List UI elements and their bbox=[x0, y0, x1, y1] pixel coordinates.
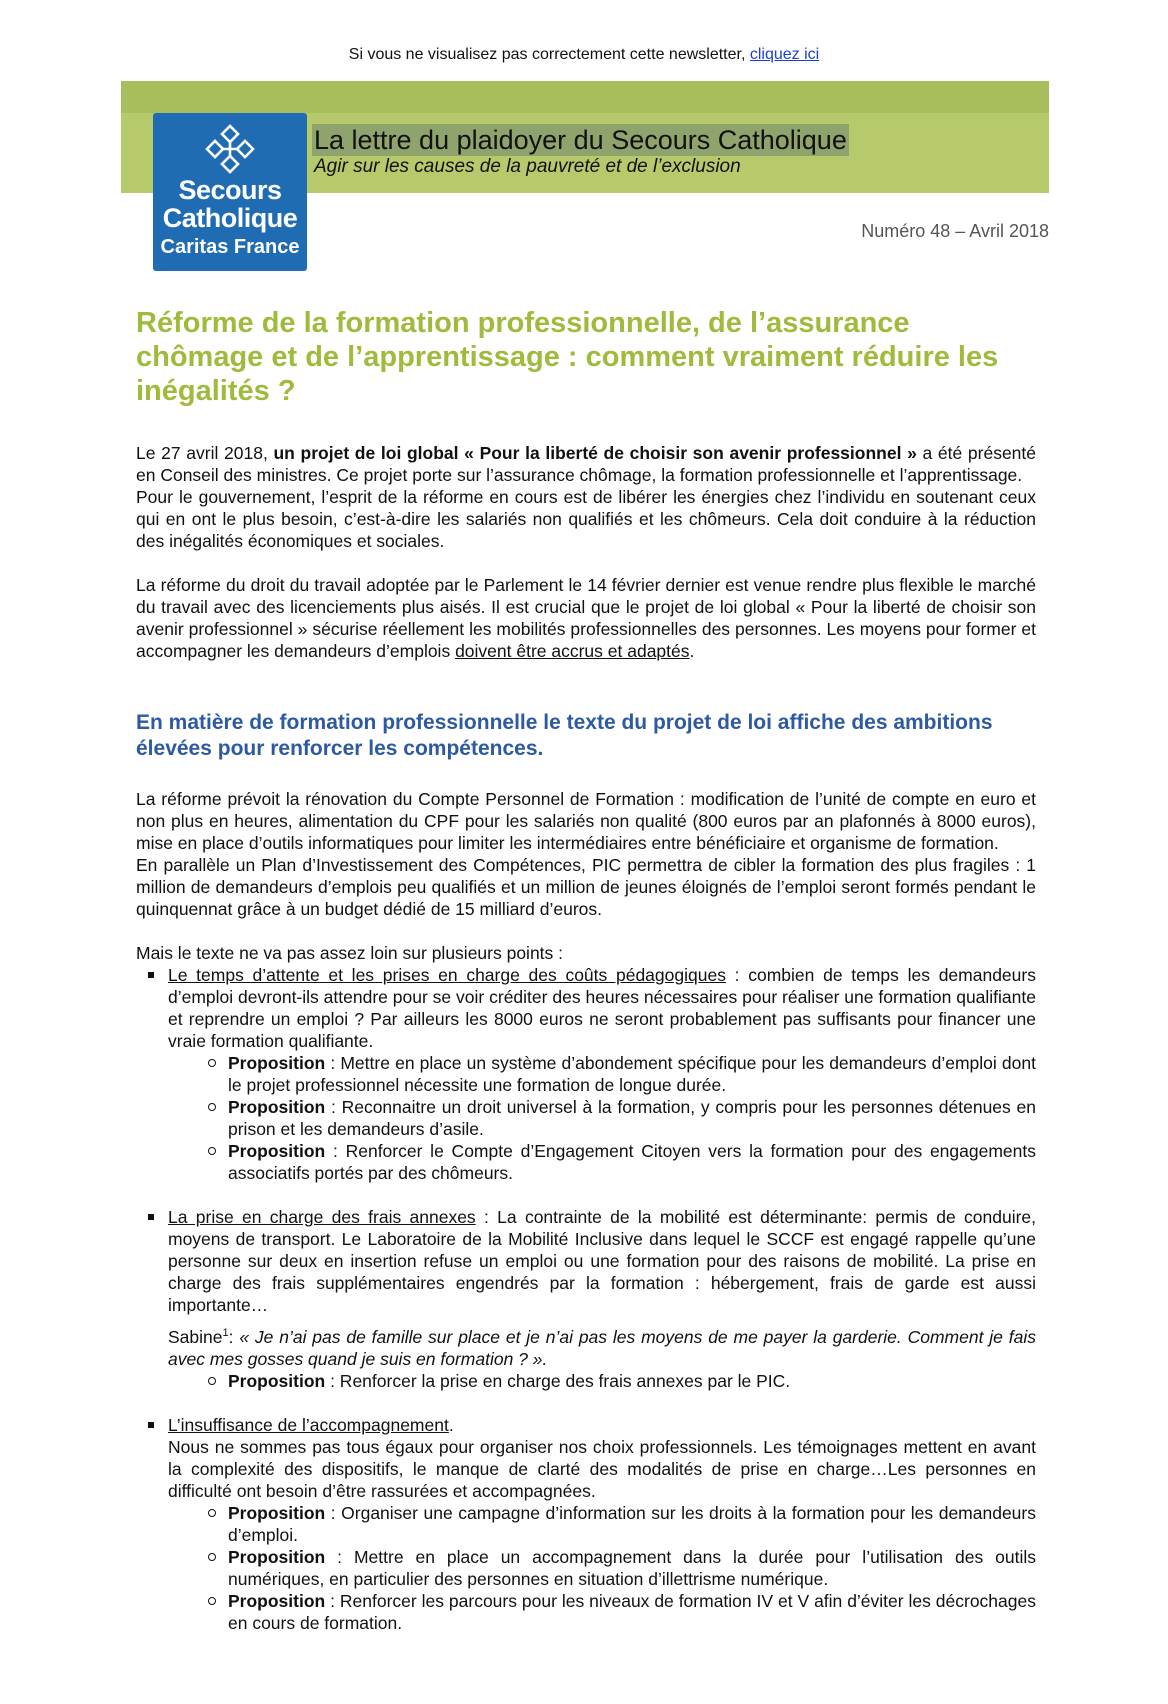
issue-extra-3: Nous ne sommes pas tous égaux pour organiser nos choix professionnels. Les témoignages mettent en avant la complexité des dispositifs, le manque de clarté des modalités de prise en charge…Les personnes en difficulté ont besoin d’être rassurées et accompagnées. bbox=[168, 1436, 1036, 1501]
section-paragraph-3: Mais le texte ne va pas assez loin sur plusieurs points : bbox=[136, 943, 564, 963]
issue-number: Numéro 48 – Avril 2018 bbox=[861, 221, 1049, 241]
newsletter-title: La lettre du plaidoyer du Secours Catholique bbox=[314, 125, 847, 155]
issue-text-1: : combien de temps les demandeurs d’emploi devront-ils attendre pour se voir créditer des heures nécessaires pour réaliser une formation qualifiante et reprendre un emploi ? Par ailleurs les 8000 euros ne seront probablement pas suffisants pour financer une vraie formation qualifiante. bbox=[168, 965, 1036, 1051]
proposal-text: : Renforcer les parcours pour les niveaux de formation IV et V afin d’éviter les décrochages en cours de formation. bbox=[228, 1590, 1036, 1633]
proposal-label: Proposition bbox=[228, 1097, 326, 1117]
intro-p1-start: Le 27 avril 2018, bbox=[136, 443, 274, 463]
quote-text: « Je n’ai pas de famille sur place et je n’ai pas les moyens de me payer la garderie. Comment je fais avec mes gosses quand je suis en formation ? ». bbox=[168, 1326, 1036, 1369]
proposal-item bbox=[168, 1140, 1036, 1184]
issue-heading-1: Le temps d’attente et les prises en charge des coûts pédagogiques bbox=[168, 965, 726, 985]
proposal-label: Proposition bbox=[228, 1502, 326, 1523]
issue-item-3 bbox=[136, 1414, 1036, 1634]
article-headline: Réforme de la formation professionnelle, de l’assurance chômage et de l’apprentissage : comment vraiment réduire les inégalités ? bbox=[136, 307, 999, 407]
proposal-text: : Renforcer le Compte d’Engagement Citoyen vers la formation pour des engagements associatifs portés par des chômeurs. bbox=[228, 1141, 1036, 1183]
proposal-text: : Mettre en place un accompagnement dans la durée pour l’utilisation des outils numériques, en particulier des personnes en situation d’illettrisme numérique. bbox=[228, 1546, 1036, 1589]
intro-paragraph-2: Pour le gouvernement, l’esprit de la réforme en cours est de libérer les énergies chez l’individu en soutenant ceux qui en ont le plus besoin, c’est-à-dire les salariés non qualifiés et les chômeurs. Cela doit conduire à la réduction des inégalités économiques et sociales. bbox=[136, 487, 1036, 551]
view-online-link[interactable]: cliquez ici bbox=[749, 46, 820, 63]
intro-paragraph-1 bbox=[136, 442, 1036, 486]
logo-line-1: Secours bbox=[178, 175, 282, 205]
issue-heading-2: La prise en charge des frais annexes bbox=[168, 1207, 476, 1227]
proposal-list-3 bbox=[168, 1502, 1036, 1634]
proposal-text: : Reconnaitre un droit universel à la formation, y compris pour les personnes détenues en prison et les demandeurs d’asile. bbox=[228, 1097, 1036, 1139]
issue-text-2: : La contrainte de la mobilité est déterminante: permis de conduire, moyens de transport. Le Laboratoire de la Mobilité Inclusive dans lequel le SCCF est engagé rappelle qu’une personne sur deux en insertion refuse un emploi ou une formation pour des raisons de mobilité. La prise en charge des frais supplémentaires engendrés par la formation : hébergement, frais de garde est aussi importante… bbox=[168, 1207, 1036, 1315]
issue-text-3: . bbox=[448, 1414, 454, 1435]
intro-paragraph-3 bbox=[136, 574, 1036, 662]
issue-item-1 bbox=[136, 964, 1036, 1184]
logo-line-2: Catholique bbox=[162, 203, 298, 233]
preheader-text: Si vous ne visualisez pas correctement cette newsletter, bbox=[348, 46, 746, 63]
proposal-label: Proposition bbox=[228, 1370, 326, 1391]
issue-list bbox=[136, 964, 1036, 1634]
quote-author: Sabine bbox=[168, 1326, 223, 1347]
intro-p3-link[interactable]: doivent être accrus et adaptés bbox=[455, 641, 690, 661]
header-band-top bbox=[121, 81, 1049, 113]
proposal-item bbox=[168, 1590, 1036, 1634]
proposal-text: : Mettre en place un système d’abondement spécifique pour les demandeurs d’emploi dont le projet professionnel nécessite une formation de longue durée. bbox=[228, 1053, 1036, 1095]
intro-p1-end: a été présenté en Conseil des ministres. Ce projet porte sur l’assurance chômage, la formation professionnelle et l’apprentissage. bbox=[136, 443, 1037, 485]
logo-line-3: Caritas France bbox=[160, 236, 300, 258]
section-paragraph-1: La réforme prévoit la rénovation du Compte Personnel de Formation : modification de l’unité de compte en euro et non plus en heures, alimentation du CPF pour les salariés non qualité (800 euros par an plafonnés à 8000 euros), mise en place d’outils informatiques pour limiter les intermédiaires entre bénéficiaire et organisme de formation. bbox=[136, 789, 1036, 853]
intro-p3-end: . bbox=[689, 641, 695, 661]
proposal-label: Proposition bbox=[228, 1141, 326, 1161]
proposal-list-2 bbox=[168, 1370, 1036, 1392]
intro-p1-bold: un projet de loi global « Pour la liberté de choisir son avenir professionnel » bbox=[273, 443, 917, 463]
secours-catholique-logo[interactable] bbox=[153, 113, 307, 271]
testimony-quote: Sabine$^1$: « Je n’ai pas de famille sur place et je n’ai pas les moyens de me payer la garderie. Comment je fais avec mes gosses quand je suis en formation ? ». bbox=[168, 1326, 1036, 1369]
proposal-label: Proposition bbox=[228, 1546, 326, 1567]
proposal-item bbox=[168, 1370, 1036, 1392]
intro-section bbox=[136, 442, 1036, 662]
proposal-item bbox=[168, 1096, 1036, 1140]
proposal-text: : Organiser une campagne d’information sur les droits à la formation pour les demandeurs d’emploi. bbox=[228, 1502, 1036, 1545]
proposal-list-1 bbox=[168, 1052, 1036, 1184]
proposal-label: Proposition bbox=[228, 1053, 326, 1073]
proposal-label: Proposition bbox=[228, 1590, 326, 1611]
newsletter-subtitle: Agir sur les causes de la pauvreté et de l’exclusion bbox=[314, 156, 741, 177]
proposal-item bbox=[168, 1052, 1036, 1096]
proposal-text: : Renforcer la prise en charge des frais annexes par le PIC. bbox=[325, 1370, 791, 1391]
intro-p3-start: La réforme du droit du travail adoptée par le Parlement le 14 février dernier est venue rendre plus flexible le marché du travail avec des licenciements plus aisés. Il est crucial que le projet de loi global « Pour la liberté de choisir son avenir professionnel » sécurise réellement les mobilités professionnelles des personnes. Les moyens pour former et accompagner les demandeurs d’emplois bbox=[136, 575, 1036, 661]
proposal-item bbox=[168, 1546, 1036, 1590]
footnote-marker[interactable]: 1 bbox=[222, 1327, 229, 1339]
cross-icon bbox=[201, 122, 259, 176]
preheader bbox=[0, 46, 1168, 64]
section-body bbox=[136, 788, 1036, 1656]
proposal-item bbox=[168, 1502, 1036, 1546]
issue-item-2 bbox=[136, 1206, 1036, 1392]
section-paragraph-2: En parallèle un Plan d’Investissement des Compétences, PIC permettra de cibler la formation des plus fragiles : 1 million de demandeurs d’emplois peu qualifiés et un million de jeunes éloignés de l’emploi seront formés pendant le quinquennat grâce à un budget dédié de 15 milliard d’euros. bbox=[136, 855, 1036, 919]
issue-heading-3: L’insuffisance de l’accompagnement bbox=[168, 1414, 449, 1435]
section-title: En matière de formation professionnelle le texte du projet de loi affiche des ambitions élevées pour renforcer les compétences. bbox=[136, 711, 993, 760]
